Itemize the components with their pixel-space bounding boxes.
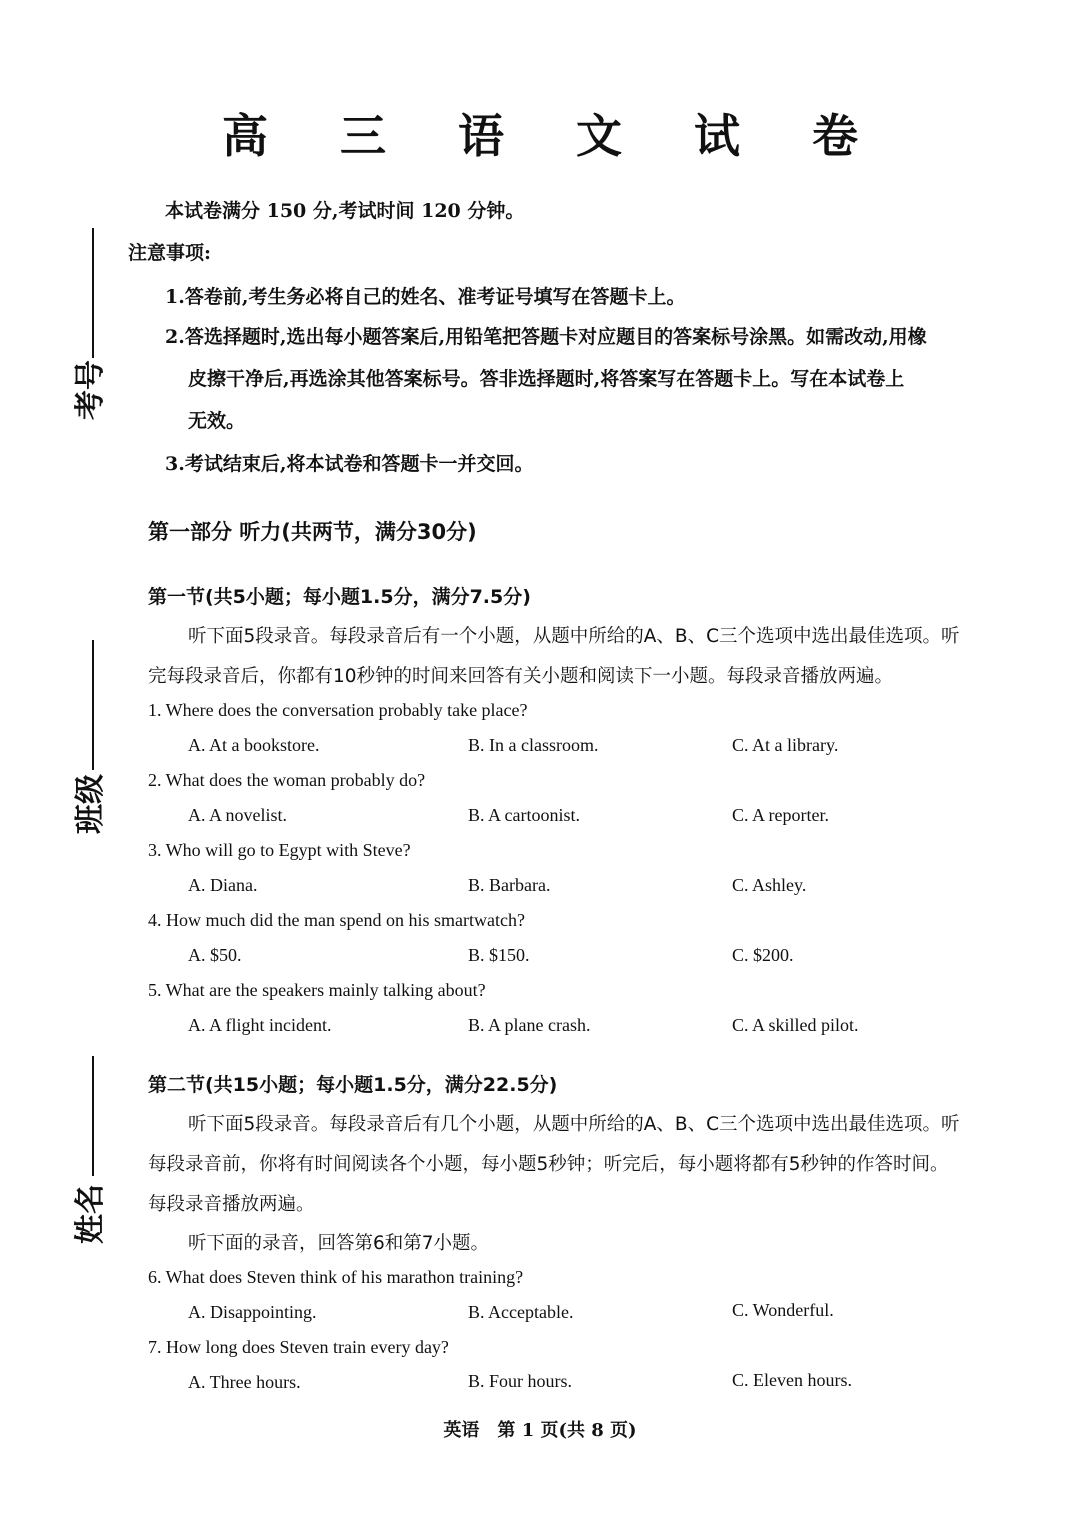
question-4: 4. How much did the man spend on his smartwatch? [148, 910, 525, 930]
question-3-option-c: C. Ashley. [732, 875, 807, 895]
notice-item-1: 1.答卷前,考生务必将自己的姓名、准考证号填写在答题卡上。 [165, 286, 686, 308]
question-1-option-c: C. At a library. [732, 735, 839, 755]
section1-heading: 第一节(共5小题；每小题1.5分，满分7.5分) [148, 586, 531, 608]
question-3-option-b: B. Barbara. [468, 875, 551, 895]
name-line [92, 1056, 94, 1176]
question-7-option-a: A. Three hours. [188, 1372, 301, 1392]
notice-item-3: 3.考试结束后,将本试卷和答题卡一并交回。 [165, 453, 534, 475]
exam-intro: 本试卷满分 150 分,考试时间 120 分钟。 [165, 200, 525, 222]
notice-item-2-line-3: 无效。 [188, 410, 246, 432]
question-5-option-a: A. A flight incident. [188, 1015, 332, 1035]
question-4-option-b: B. $150. [468, 945, 530, 965]
section2-instructions-line-1: 听下面5段录音。每段录音后有几个小题，从题中所给的A、B、C三个选项中选出最佳选项。听 [188, 1114, 960, 1135]
question-7-option-b: B. Four hours. [468, 1371, 573, 1391]
page-footer: 英语 第 1 页(共 8 页) [443, 1420, 637, 1441]
exam-no-line [92, 228, 94, 358]
class-line [92, 640, 94, 770]
section1-instructions-line-2: 完每段录音后，你都有10秒钟的时间来回答有关小题和阅读下一小题。每段录音播放两遍。 [148, 666, 894, 687]
section2-heading: 第二节(共15小题；每小题1.5分，满分22.5分) [148, 1074, 558, 1096]
question-5: 5. What are the speakers mainly talking about? [148, 980, 486, 1000]
exam-no-label: 考号 [73, 360, 108, 420]
question-4-option-a: A. $50. [188, 945, 242, 965]
question-2-option-a: A. A novelist. [188, 805, 288, 825]
page-title: 高 三 语 文 试 卷 [221, 109, 887, 163]
question-6-option-b: B. Acceptable. [468, 1302, 574, 1322]
question-6: 6. What does Steven think of his marathon training? [148, 1267, 524, 1287]
question-7-option-c: C. Eleven hours. [732, 1370, 852, 1390]
question-1-option-a: A. At a bookstore. [188, 735, 320, 755]
question-3: 3. Who will go to Egypt with Steve? [148, 840, 411, 860]
question-2-option-c: C. A reporter. [732, 805, 829, 825]
question-6-option-a: A. Disappointing. [188, 1302, 317, 1322]
notice-heading: 注意事项: [128, 242, 212, 264]
question-2-option-b: B. A cartoonist. [468, 805, 580, 825]
question-1: 1. Where does the conversation probably take place? [148, 700, 528, 720]
question-3-option-a: A. Diana. [188, 875, 258, 895]
name-label: 姓名 [73, 1184, 108, 1244]
question-6-option-c: C. Wonderful. [732, 1300, 834, 1320]
question-7: 7. How long does Steven train every day? [148, 1337, 449, 1357]
section1-instructions-line-1: 听下面5段录音。每段录音后有一个小题，从题中所给的A、B、C三个选项中选出最佳选项。听 [188, 626, 960, 647]
question-4-option-c: C. $200. [732, 945, 794, 965]
section2-instructions-line-3: 每段录音播放两遍。 [148, 1194, 315, 1215]
question-2: 2. What does the woman probably do? [148, 770, 426, 790]
section2-sub-instructions: 听下面的录音，回答第6和第7小题。 [188, 1233, 490, 1254]
notice-item-2-line-2: 皮擦干净后,再选涂其他答案标号。答非选择题时,将答案写在答题卡上。写在本试卷上 [188, 368, 905, 390]
part1-heading: 第一部分 听力(共两节，满分30分) [148, 520, 477, 544]
class-label: 班级 [73, 774, 108, 834]
question-5-option-c: C. A skilled pilot. [732, 1015, 859, 1035]
notice-item-2-line-1: 2.答选择题时,选出每小题答案后,用铅笔把答题卡对应题目的答案标号涂黑。如需改动,用橡 [165, 326, 927, 348]
question-1-option-b: B. In a classroom. [468, 735, 599, 755]
question-5-option-b: B. A plane crash. [468, 1015, 591, 1035]
section2-instructions-line-2: 每段录音前，你将有时间阅读各个小题，每小题5秒钟；听完后，每小题将都有5秒钟的作答时间。 [148, 1154, 949, 1175]
